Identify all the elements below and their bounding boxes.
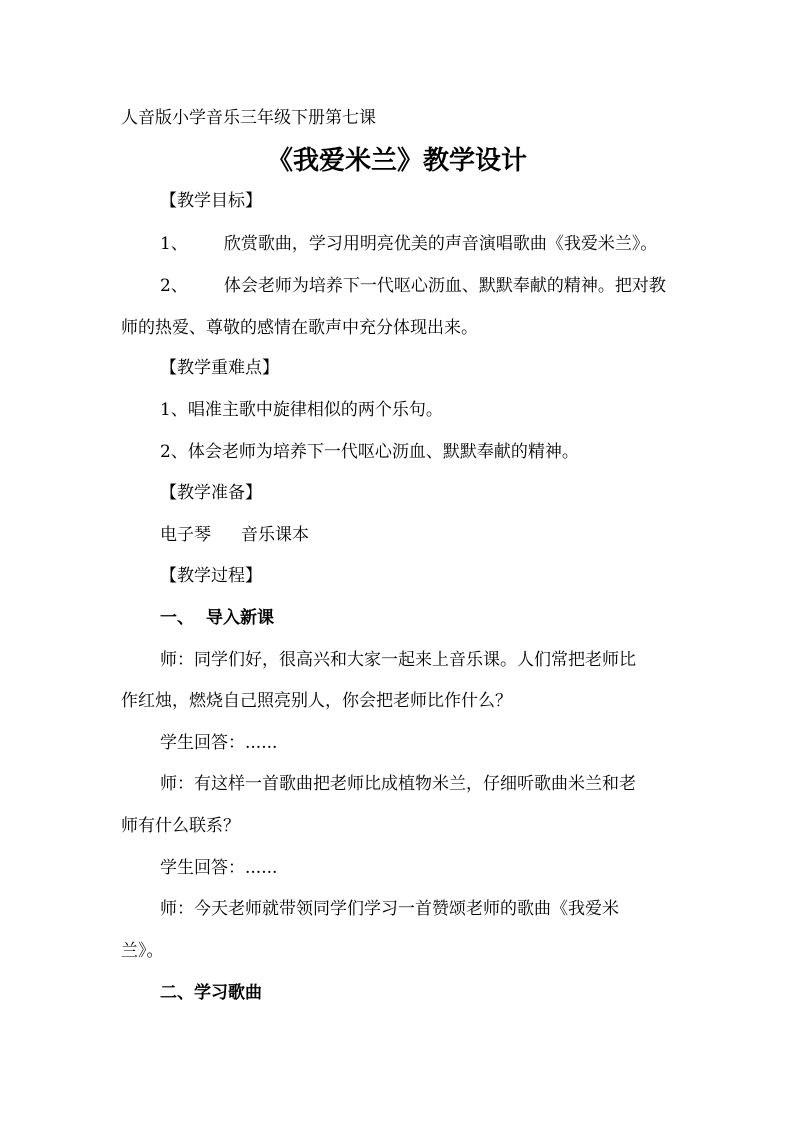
process-part-2-heading: 二、学习歌曲: [160, 983, 262, 1003]
document-title: 《我爱米兰》教学设计: [266, 146, 527, 176]
process-part-1-heading: [160, 607, 274, 629]
process-part-1-title: 导入新课: [206, 608, 274, 628]
dialogue-3-line1: 师：今天老师就带领同学们学习一首赞颂老师的歌曲《我爱米: [160, 899, 619, 919]
objective-item-1-text: 欣赏歌曲，学习用明亮优美的声音演唱歌曲《我爱米兰》。: [223, 234, 658, 254]
key-points-heading: 【教学重难点】: [160, 358, 279, 378]
objective-item-1-number: 1、: [160, 234, 188, 254]
objective-item-2-text-line2: 师的热爱、尊敬的感情在歌声中充分体现出来。: [121, 318, 478, 338]
process-part-1-number: 一、: [160, 608, 194, 628]
process-heading: 【教学过程】: [160, 566, 262, 586]
preparation-items: [160, 524, 309, 546]
dialogue-1-line2: 作红烛，燃烧自己照亮别人，你会把老师比作什么？: [121, 691, 512, 711]
objective-item-1: [160, 233, 657, 255]
dialogue-1-line1: 师：同学们好，很高兴和大家一起来上音乐课。人们常把老师比: [160, 650, 636, 670]
objectives-heading: 【教学目标】: [160, 191, 262, 211]
objective-item-2-number: 2、: [160, 276, 188, 296]
document-subtitle: 人音版小学音乐三年级下册第七课: [121, 108, 376, 128]
preparation-item-textbook: 音乐课本: [241, 525, 309, 545]
key-point-item-1: 1、唱准主歌中旋律相似的两个乐句。: [160, 400, 443, 420]
student-answer-2: 学生回答：......: [160, 858, 278, 878]
objective-item-2: [160, 275, 666, 297]
preparation-heading: 【教学准备】: [160, 483, 262, 503]
dialogue-2-line2: 师有什么联系？: [121, 816, 240, 836]
dialogue-2-line1: 师：有这样一首歌曲把老师比成植物米兰，仔细听歌曲米兰和老: [160, 774, 636, 794]
preparation-item-keyboard: 电子琴: [160, 525, 211, 545]
objective-item-2-text-line1: 体会老师为培养下一代呕心沥血、默默奉献的精神。把对教: [223, 276, 666, 296]
dialogue-3-line2: 兰》。: [121, 941, 164, 961]
key-point-item-2: 2、体会老师为培养下一代呕心沥血、默默奉献的精神。: [160, 442, 579, 462]
student-answer-1: 学生回答：......: [160, 733, 278, 753]
